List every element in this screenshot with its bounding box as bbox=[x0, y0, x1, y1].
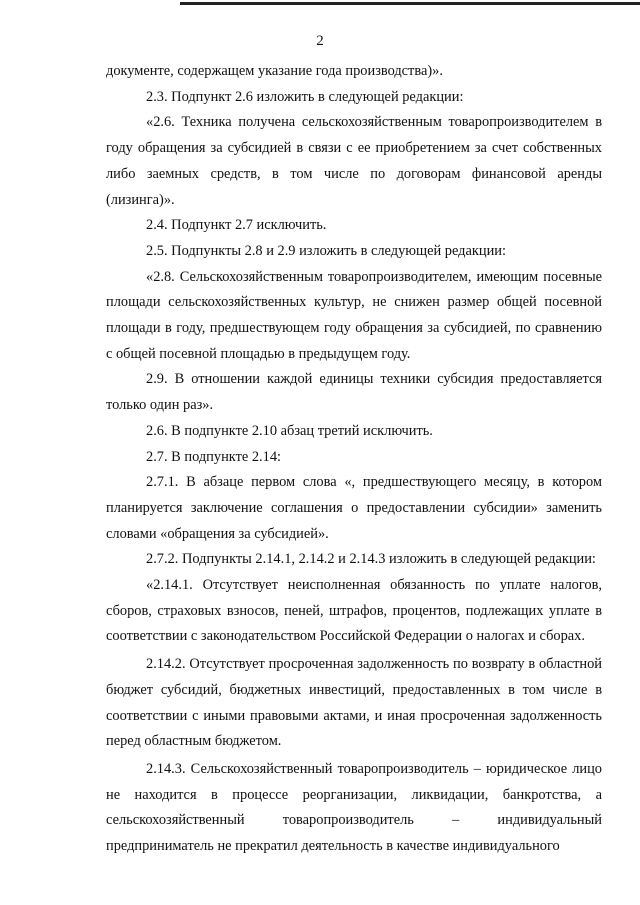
paragraph-2-6: 2.6. В подпункте 2.10 абзац третий исключить. bbox=[146, 422, 433, 439]
paragraph-2-5: 2.5. Подпункты 2.8 и 2.9 изложить в следующей редакции: bbox=[146, 242, 506, 259]
paragraph-2-9-quote: 2.9. В отношении каждой единицы техники субсидия предоставляется только один раз». bbox=[106, 371, 602, 414]
paragraph-2-7: 2.7. В подпункте 2.14: bbox=[146, 448, 282, 465]
paragraph-continuation: документе, содержащем указание года производства)». bbox=[106, 63, 443, 79]
page-number: 2 bbox=[316, 33, 324, 49]
paragraph-2-3: 2.3. Подпункт 2.6 изложить в следующей редакции: bbox=[146, 88, 464, 105]
paragraph-2-14-2: 2.14.2. Отсутствует просроченная задолженность по возврату в областной бюджет субсидий, бюджетных инвестиций, предоставленных в том числе в соответствии с иными правовыми актами, и иная просроченная задолженность перед областным бюджетом. bbox=[106, 656, 602, 750]
document-body bbox=[106, 59, 602, 860]
paragraph-2-6-quote: «2.6. Техника получена сельскохозяйственным товаропроизводителем в году обращения за субсидией в связи с ее приобретением за счет собственных либо заемных средств, в том числе по договорам финансовой аренды (лизинга)». bbox=[106, 114, 602, 208]
paragraph-2-7-1: 2.7.1. В абзаце первом слова «, предшествующего месяцу, в котором планируется заключение соглашения о предоставлении субсидии» заменить словами «обращения за субсидией». bbox=[106, 474, 602, 542]
paragraph-2-8-quote: «2.8. Сельскохозяйственным товаропроизводителем, имеющим посевные площади сельскохозяйственных культур, не снижен размер общей посевной площади в году, предшествующем году обращения за субсидией, по сравнению с общей посевной площадью в предыдущем году. bbox=[106, 268, 602, 362]
paragraph-2-14-3: 2.14.3. Сельскохозяйственный товаропроизводитель – юридическое лицо не находится в процессе реорганизации, ликвидации, банкротства, а сельскохозяйственный товаропроизводитель – индивидуальный предприниматель не прекратил деятельность в качестве индивидуального bbox=[106, 760, 602, 855]
paragraph-2-14-1-quote: «2.14.1. Отсутствует неисполненная обязанность по уплате налогов, сборов, страховых взносов, пеней, штрафов, процентов, подлежащих уплате в соответствии с законодательством Российской Федерации о налогах и сборах. bbox=[106, 577, 602, 645]
top-edge-line bbox=[180, 2, 640, 5]
paragraph-2-4: 2.4. Подпункт 2.7 исключить. bbox=[146, 217, 327, 234]
paragraph-2-7-2: 2.7.2. Подпункты 2.14.1, 2.14.2 и 2.14.3 изложить в следующей редакции: bbox=[146, 551, 596, 568]
